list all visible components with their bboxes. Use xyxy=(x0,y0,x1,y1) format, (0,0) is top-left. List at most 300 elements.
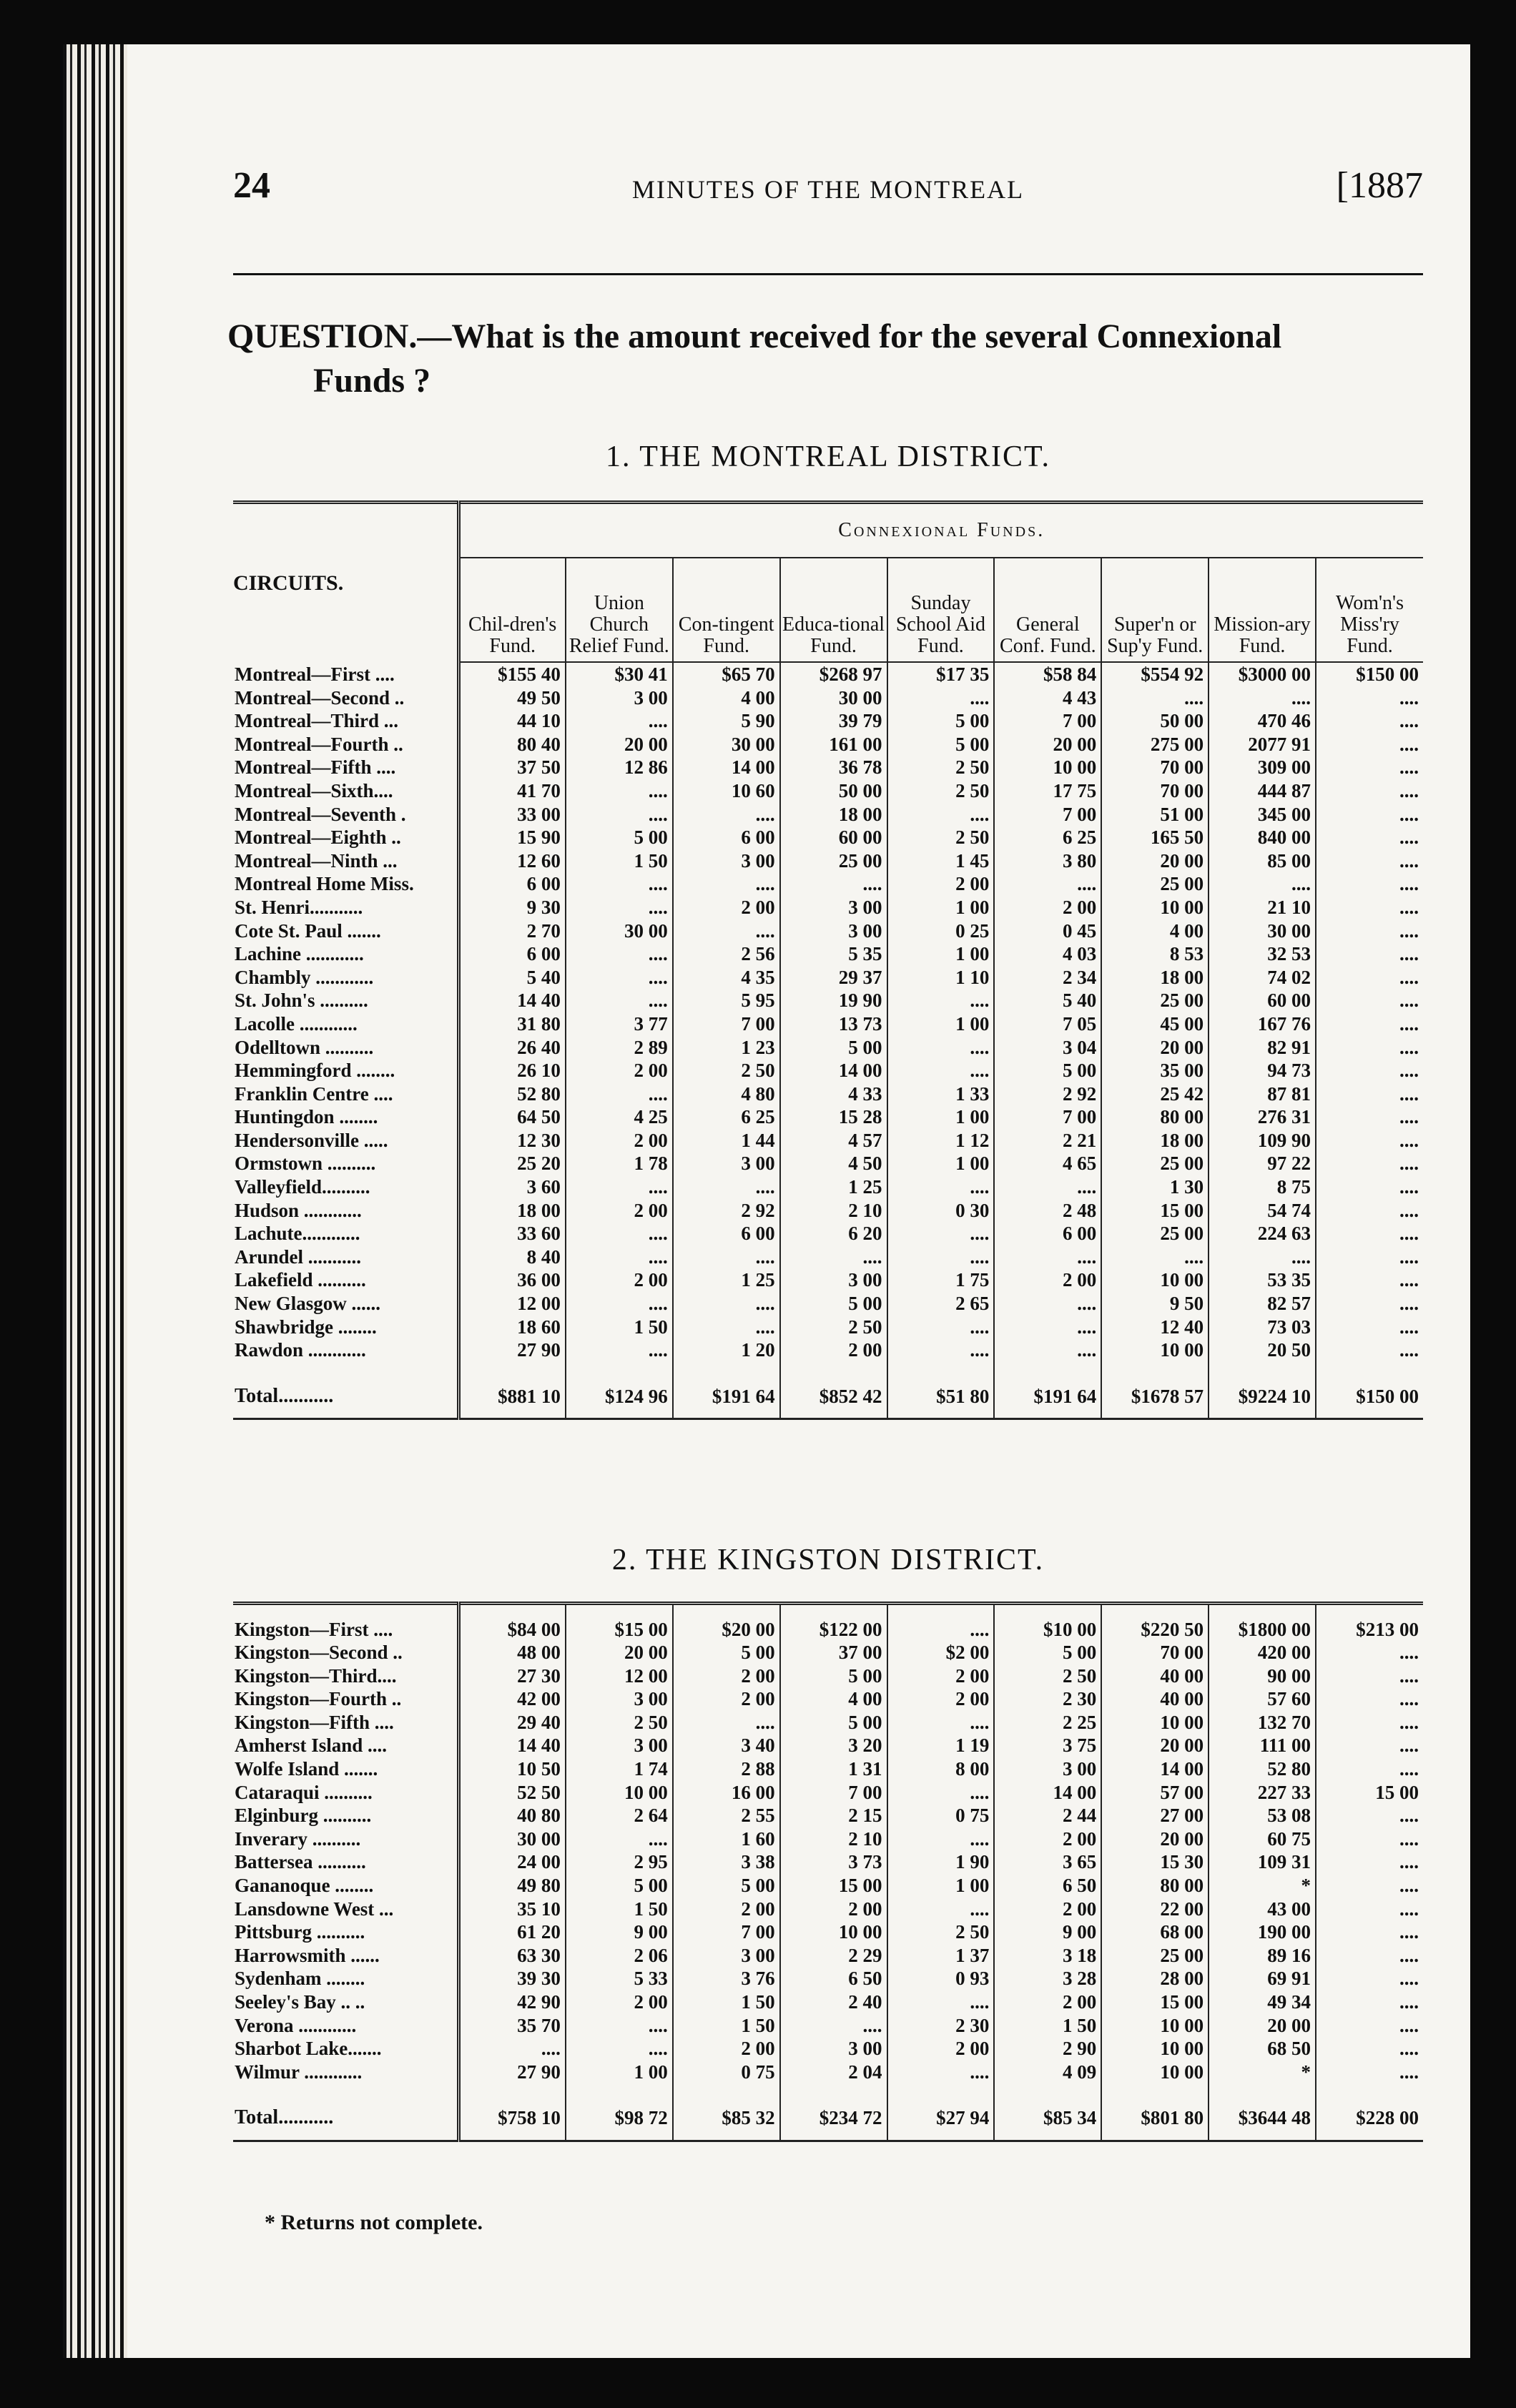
fund-value: 3 00 xyxy=(994,1757,1101,1781)
fund-value: 3 77 xyxy=(566,1012,673,1036)
circuit-name: St. Henri........... xyxy=(235,896,363,918)
circuit-name: Hendersonville ..... xyxy=(235,1129,388,1151)
fund-value: $852 42 xyxy=(780,1372,887,1419)
fund-value: .... xyxy=(566,779,673,803)
fund-value: 51 00 xyxy=(1101,803,1209,826)
circuit-name: Lacolle ............ xyxy=(235,1012,358,1035)
fund-value: 2 88 xyxy=(673,1757,780,1781)
fund-value: 2 00 xyxy=(887,872,995,896)
fund-value: .... xyxy=(1316,1990,1423,2014)
fund-value: 2 50 xyxy=(994,1664,1101,1688)
table-row xyxy=(233,686,1423,710)
table-row xyxy=(233,1245,1423,1269)
fund-value: $2 00 xyxy=(887,1641,995,1664)
fund-value: 10 00 xyxy=(566,1781,673,1805)
fund-value: .... xyxy=(566,872,673,896)
fund-value: $150 00 xyxy=(1316,1372,1423,1419)
fund-value: 10 00 xyxy=(1101,2061,1209,2094)
fund-value: .... xyxy=(1316,1292,1423,1316)
fund-value: 12 00 xyxy=(458,1292,566,1316)
fund-value: 27 90 xyxy=(458,1338,566,1372)
fund-value: 2 00 xyxy=(673,1664,780,1688)
fund-value: 2 10 xyxy=(780,1827,887,1851)
fund-value: 1 00 xyxy=(887,1874,995,1898)
fund-value: $122 00 xyxy=(780,1618,887,1642)
fund-value: 10 00 xyxy=(1101,896,1209,919)
fund-value: $124 96 xyxy=(566,1372,673,1419)
fund-value: 15 00 xyxy=(1101,1990,1209,2014)
fund-value: $881 10 xyxy=(458,1372,566,1419)
fund-value: 20 00 xyxy=(566,1641,673,1664)
fund-value: 25 00 xyxy=(1101,989,1209,1012)
fund-value: 2 34 xyxy=(994,966,1101,990)
fund-value: $1800 00 xyxy=(1209,1618,1316,1642)
fund-value: 6 00 xyxy=(673,826,780,849)
table-row xyxy=(233,756,1423,779)
fund-value: 5 00 xyxy=(673,1874,780,1898)
circuit-name: Montreal Home Miss. xyxy=(235,873,414,895)
fund-value: .... xyxy=(566,1292,673,1316)
fund-value: 3 40 xyxy=(673,1734,780,1757)
fund-value: 2 50 xyxy=(887,756,995,779)
fund-value: 82 57 xyxy=(1209,1292,1316,1316)
fund-value: 26 40 xyxy=(458,1036,566,1060)
fund-value: 2 00 xyxy=(673,896,780,919)
fund-value: .... xyxy=(1316,1199,1423,1223)
fund-value: 82 91 xyxy=(1209,1036,1316,1060)
circuit-name: Pittsburg .......... xyxy=(235,1921,365,1943)
fund-value: 73 03 xyxy=(1209,1316,1316,1339)
fund-value: 470 46 xyxy=(1209,709,1316,733)
fund-value: 70 00 xyxy=(1101,1641,1209,1664)
fund-value: 60 00 xyxy=(1209,989,1316,1012)
circuit-name: Wilmur ............ xyxy=(235,2061,363,2083)
fund-value: 10 00 xyxy=(1101,2037,1209,2061)
fund-value: 20 00 xyxy=(994,733,1101,756)
fund-value: 44 10 xyxy=(458,709,566,733)
fund-value: 6 25 xyxy=(673,1105,780,1129)
fund-value: 8 40 xyxy=(458,1245,566,1269)
fund-value: 39 30 xyxy=(458,1967,566,1990)
fund-value: 25 00 xyxy=(1101,1152,1209,1175)
fund-value: 53 35 xyxy=(1209,1268,1316,1292)
table-row xyxy=(233,1222,1423,1245)
fund-value: 2 00 xyxy=(566,1059,673,1082)
fund-value: .... xyxy=(566,1245,673,1269)
fund-value: 1 00 xyxy=(887,1105,995,1129)
fund-value: 5 35 xyxy=(780,942,887,966)
circuit-name: Hudson ............ xyxy=(235,1199,362,1221)
fund-value: 1 78 xyxy=(566,1152,673,1175)
fund-value: .... xyxy=(566,1222,673,1245)
fund-value: .... xyxy=(994,1245,1101,1269)
fund-value: 7 05 xyxy=(994,1012,1101,1036)
fund-value: 25 42 xyxy=(1101,1082,1209,1106)
fund-value: 109 31 xyxy=(1209,1850,1316,1874)
montreal-district-table xyxy=(233,500,1423,1420)
fund-value: 3 75 xyxy=(994,1734,1101,1757)
fund-value: 3 28 xyxy=(994,1967,1101,1990)
fund-value: 97 22 xyxy=(1209,1152,1316,1175)
fund-value: 12 60 xyxy=(458,849,566,873)
table-row xyxy=(233,1711,1423,1735)
fund-value: 49 50 xyxy=(458,686,566,710)
fund-value: 4 80 xyxy=(673,1082,780,1106)
fund-value: 1 25 xyxy=(673,1268,780,1292)
fund-value: $98 72 xyxy=(566,2093,673,2141)
fund-value: 30 00 xyxy=(458,1827,566,1851)
fund-value: 16 00 xyxy=(673,1781,780,1805)
fund-value: 18 60 xyxy=(458,1316,566,1339)
fund-value: 2 92 xyxy=(673,1199,780,1223)
fund-value: 444 87 xyxy=(1209,779,1316,803)
circuit-name: Chambly ............ xyxy=(235,966,374,988)
fund-value: 1 90 xyxy=(887,1850,995,1874)
circuit-name: Montreal—Ninth ... xyxy=(235,849,398,872)
fund-value: .... xyxy=(1316,1082,1423,1106)
circuit-name: Sharbot Lake....... xyxy=(235,2038,382,2060)
fund-value: 35 00 xyxy=(1101,1059,1209,1082)
circuit-name: Montreal—Third ... xyxy=(235,710,398,732)
fund-value: $234 72 xyxy=(780,2093,887,2141)
fund-value: .... xyxy=(1316,1850,1423,1874)
year-label: [1887 xyxy=(1336,165,1423,206)
fund-value: .... xyxy=(566,1082,673,1106)
fund-value: 87 81 xyxy=(1209,1082,1316,1106)
circuit-name: Shawbridge ........ xyxy=(235,1316,377,1338)
table-row xyxy=(233,1664,1423,1688)
fund-value: 1 20 xyxy=(673,1338,780,1372)
fund-value: $801 80 xyxy=(1101,2093,1209,2141)
fund-value: 32 53 xyxy=(1209,942,1316,966)
fund-value: 14 00 xyxy=(1101,1757,1209,1781)
circuit-name: Hemmingford ........ xyxy=(235,1060,395,1082)
fund-value: 61 20 xyxy=(458,1920,566,1944)
fund-value: 2 00 xyxy=(566,1199,673,1223)
fund-value: 2 30 xyxy=(887,2014,995,2038)
total-row xyxy=(233,1372,1423,1419)
table-row xyxy=(233,1944,1423,1968)
fund-value: 1 50 xyxy=(566,849,673,873)
fund-value: .... xyxy=(1316,1734,1423,1757)
fund-value: 1 50 xyxy=(994,2014,1101,2038)
table-row xyxy=(233,989,1423,1012)
fund-value: .... xyxy=(1209,872,1316,896)
fund-value: .... xyxy=(566,942,673,966)
fund-value: $85 32 xyxy=(673,2093,780,2141)
fund-value: 6 50 xyxy=(994,1874,1101,1898)
fund-value: 6 20 xyxy=(780,1222,887,1245)
circuit-name: Cataraqui .......... xyxy=(235,1781,373,1803)
fund-value: 14 00 xyxy=(673,756,780,779)
fund-value: 57 60 xyxy=(1209,1687,1316,1711)
table-row xyxy=(233,872,1423,896)
fund-value: .... xyxy=(1316,1920,1423,1944)
fund-value: .... xyxy=(1316,1687,1423,1711)
fund-value: 43 00 xyxy=(1209,1898,1316,1921)
fund-value: 7 00 xyxy=(994,803,1101,826)
fund-value: 3 65 xyxy=(994,1850,1101,1874)
table-row xyxy=(233,733,1423,756)
circuit-name: Odelltown .......... xyxy=(235,1036,374,1058)
table-row xyxy=(233,779,1423,803)
fund-value: $150 00 xyxy=(1316,662,1423,686)
fund-value: 2 70 xyxy=(458,919,566,943)
fund-value: 5 00 xyxy=(994,1641,1101,1664)
fund-value: 15 00 xyxy=(1101,1199,1209,1223)
question-continuation: Funds ? xyxy=(313,362,431,400)
fund-value: 10 00 xyxy=(994,756,1101,779)
fund-value: .... xyxy=(566,966,673,990)
column-header: Sunday School Aid Fund. xyxy=(887,558,995,662)
fund-value: 1 00 xyxy=(887,1152,995,1175)
table-row xyxy=(233,1967,1423,1990)
fund-value: 3 00 xyxy=(780,896,887,919)
fund-value: .... xyxy=(887,1222,995,1245)
circuit-name: Franklin Centre .... xyxy=(235,1082,393,1105)
fund-value: 40 00 xyxy=(1101,1664,1209,1688)
fund-value: 35 10 xyxy=(458,1898,566,1921)
fund-value: .... xyxy=(1316,942,1423,966)
fund-value: 25 00 xyxy=(780,849,887,873)
fund-value: .... xyxy=(566,1175,673,1199)
fund-value: 8 53 xyxy=(1101,942,1209,966)
circuit-name: Rawdon ............ xyxy=(235,1339,366,1361)
fund-value: 1 30 xyxy=(1101,1175,1209,1199)
fund-value: 18 00 xyxy=(780,803,887,826)
fund-value: 69 91 xyxy=(1209,1967,1316,1990)
fund-value: 68 50 xyxy=(1209,2037,1316,2061)
fund-value: 12 30 xyxy=(458,1129,566,1153)
fund-value: 89 16 xyxy=(1209,1944,1316,1968)
column-header: Educa-tional Fund. xyxy=(780,558,887,662)
fund-value: .... xyxy=(1316,803,1423,826)
fund-value: .... xyxy=(1316,826,1423,849)
column-header: Super'n or Sup'y Fund. xyxy=(1101,558,1209,662)
fund-value: .... xyxy=(1316,1967,1423,1990)
table-row xyxy=(233,1850,1423,1874)
running-header xyxy=(233,164,1423,222)
fund-value: 9 30 xyxy=(458,896,566,919)
fund-value: 3 04 xyxy=(994,1036,1101,1060)
circuit-name: Lachute............ xyxy=(235,1223,360,1245)
fund-value: 20 50 xyxy=(1209,1338,1316,1372)
fund-value: 60 75 xyxy=(1209,1827,1316,1851)
fund-value: 6 00 xyxy=(458,942,566,966)
fund-value: 2 29 xyxy=(780,1944,887,1968)
fund-value: 227 33 xyxy=(1209,1781,1316,1805)
fund-value: 5 40 xyxy=(458,966,566,990)
fund-value: .... xyxy=(1316,1827,1423,1851)
fund-value: 50 00 xyxy=(1101,709,1209,733)
fund-value: 5 33 xyxy=(566,1967,673,1990)
fund-value: .... xyxy=(1316,1664,1423,1688)
fund-value: .... xyxy=(887,1338,995,1372)
fund-value: 10 60 xyxy=(673,779,780,803)
fund-value: $30 41 xyxy=(566,662,673,686)
table-row xyxy=(233,1268,1423,1292)
table-row xyxy=(233,2014,1423,2038)
fund-value: 3 00 xyxy=(673,849,780,873)
fund-value: 15 00 xyxy=(1316,1781,1423,1805)
table-row xyxy=(233,966,1423,990)
question-text xyxy=(227,315,1430,403)
fund-value: 6 00 xyxy=(458,872,566,896)
table-row xyxy=(233,1105,1423,1129)
footnote: * Returns not complete. xyxy=(265,2211,483,2234)
fund-value: 18 00 xyxy=(1101,966,1209,990)
table-row xyxy=(233,709,1423,733)
circuit-name: Kingston—Third.... xyxy=(235,1664,397,1687)
fund-value: .... xyxy=(887,1245,995,1269)
fund-value: 24 00 xyxy=(458,1850,566,1874)
fund-value: .... xyxy=(780,2014,887,2038)
page-number: 24 xyxy=(233,165,270,206)
fund-value: $3644 48 xyxy=(1209,2093,1316,2141)
fund-value: .... xyxy=(887,1990,995,2014)
fund-value: .... xyxy=(1316,872,1423,896)
fund-value: 7 00 xyxy=(994,709,1101,733)
fund-value: .... xyxy=(887,989,995,1012)
table-row xyxy=(233,849,1423,873)
fund-value: $3000 00 xyxy=(1209,662,1316,686)
fund-value: 2 56 xyxy=(673,942,780,966)
table-row xyxy=(233,1874,1423,1898)
table-row xyxy=(233,1920,1423,1944)
fund-value: 0 75 xyxy=(673,2061,780,2094)
table-row xyxy=(233,1641,1423,1664)
fund-value: .... xyxy=(566,2037,673,2061)
fund-value: .... xyxy=(1316,1757,1423,1781)
fund-value: 12 86 xyxy=(566,756,673,779)
fund-value: 20 00 xyxy=(1209,2014,1316,2038)
fund-value: 15 90 xyxy=(458,826,566,849)
fund-value: .... xyxy=(1316,1129,1423,1153)
circuit-name: Kingston—First .... xyxy=(235,1618,393,1640)
fund-value: $15 00 xyxy=(566,1618,673,1642)
fund-value: .... xyxy=(994,1292,1101,1316)
table-row xyxy=(233,1059,1423,1082)
fund-value: 5 90 xyxy=(673,709,780,733)
circuit-name: New Glasgow ...... xyxy=(235,1293,380,1315)
fund-value: 12 40 xyxy=(1101,1316,1209,1339)
fund-value: $191 64 xyxy=(673,1372,780,1419)
fund-value: 10 00 xyxy=(1101,1711,1209,1735)
fund-value: 3 73 xyxy=(780,1850,887,1874)
fund-value: 3 00 xyxy=(566,686,673,710)
fund-value: .... xyxy=(673,803,780,826)
fund-value: 2 00 xyxy=(994,1268,1101,1292)
table-row xyxy=(233,1292,1423,1316)
fund-value: 49 80 xyxy=(458,1874,566,1898)
fund-value: 25 00 xyxy=(1101,1944,1209,1968)
fund-value: 2 50 xyxy=(887,826,995,849)
fund-value: 52 80 xyxy=(458,1082,566,1106)
fund-value: 1 00 xyxy=(887,896,995,919)
circuits-heading: CIRCUITS. xyxy=(233,571,344,595)
fund-value: $228 00 xyxy=(1316,2093,1423,2141)
circuit-name: Montreal—Sixth.... xyxy=(235,779,393,801)
fund-value: 1 19 xyxy=(887,1734,995,1757)
fund-value: 1 37 xyxy=(887,1944,995,1968)
fund-value: 9 50 xyxy=(1101,1292,1209,1316)
fund-value: .... xyxy=(1316,2061,1423,2094)
fund-value: .... xyxy=(1316,966,1423,990)
fund-value: 94 73 xyxy=(1209,1059,1316,1082)
fund-value: 3 76 xyxy=(673,1967,780,1990)
column-header: General Conf. Fund. xyxy=(994,558,1101,662)
fund-value: 25 20 xyxy=(458,1152,566,1175)
fund-value: .... xyxy=(1316,1338,1423,1372)
fund-value: .... xyxy=(1316,1804,1423,1827)
fund-value: 4 00 xyxy=(780,1687,887,1711)
circuit-name: Seeley's Bay .. .. xyxy=(235,1991,365,2013)
fund-value: 2 50 xyxy=(887,1920,995,1944)
fund-value: 111 00 xyxy=(1209,1734,1316,1757)
fund-value: $268 97 xyxy=(780,662,887,686)
fund-value: 9 00 xyxy=(994,1920,1101,1944)
circuit-name: Montreal—First .... xyxy=(235,663,395,685)
fund-value: 70 00 xyxy=(1101,779,1209,803)
fund-value: 6 00 xyxy=(994,1222,1101,1245)
fund-value: 20 00 xyxy=(1101,1036,1209,1060)
table-row xyxy=(233,1012,1423,1036)
circuit-name: Montreal—Fourth .. xyxy=(235,733,403,755)
header-rule xyxy=(233,273,1423,275)
table-row xyxy=(233,1316,1423,1339)
fund-value: .... xyxy=(566,989,673,1012)
circuit-name: Sydenham ........ xyxy=(235,1968,365,1990)
fund-value: 2 55 xyxy=(673,1804,780,1827)
fund-value: $65 70 xyxy=(673,662,780,686)
fund-value: .... xyxy=(1316,1316,1423,1339)
fund-value: .... xyxy=(1316,1222,1423,1245)
table-row xyxy=(233,1199,1423,1223)
fund-value: 345 00 xyxy=(1209,803,1316,826)
fund-value: 15 28 xyxy=(780,1105,887,1129)
fund-value: 5 00 xyxy=(780,1036,887,1060)
fund-value: 275 00 xyxy=(1101,733,1209,756)
fund-value: 4 50 xyxy=(780,1152,887,1175)
fund-value: .... xyxy=(1316,1152,1423,1175)
fund-value: 28 00 xyxy=(1101,1967,1209,1990)
fund-value: 5 40 xyxy=(994,989,1101,1012)
table-row xyxy=(233,1338,1423,1372)
fund-value: 14 40 xyxy=(458,989,566,1012)
circuit-name: Ormstown .......... xyxy=(235,1153,376,1175)
fund-value: * xyxy=(1209,1874,1316,1898)
fund-value: 10 00 xyxy=(1101,1338,1209,1372)
fund-value: 5 00 xyxy=(780,1664,887,1688)
fund-value: 2 89 xyxy=(566,1036,673,1060)
circuit-name: Montreal—Eighth .. xyxy=(235,826,401,849)
fund-value: 840 00 xyxy=(1209,826,1316,849)
fund-value: 2 04 xyxy=(780,2061,887,2094)
fund-value: 8 75 xyxy=(1209,1175,1316,1199)
fund-value: .... xyxy=(1316,896,1423,919)
fund-value: 5 00 xyxy=(780,1711,887,1735)
fund-value: 2 00 xyxy=(780,1338,887,1372)
fund-value: $554 92 xyxy=(1101,662,1209,686)
fund-value: 53 08 xyxy=(1209,1804,1316,1827)
fund-value: .... xyxy=(673,1292,780,1316)
fund-value: 80 00 xyxy=(1101,1874,1209,1898)
fund-value: 15 30 xyxy=(1101,1850,1209,1874)
fund-value: 2 06 xyxy=(566,1944,673,1968)
fund-value: .... xyxy=(994,1175,1101,1199)
fund-value: $1678 57 xyxy=(1101,1372,1209,1419)
table-row xyxy=(233,1804,1423,1827)
